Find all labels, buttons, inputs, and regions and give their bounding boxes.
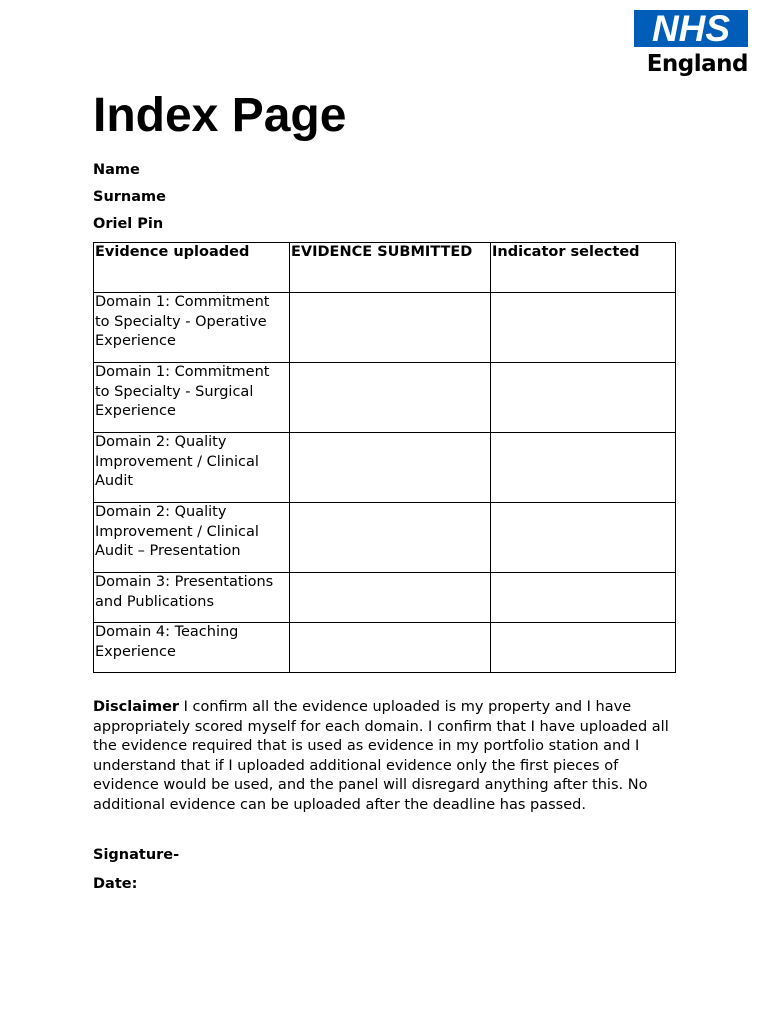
nhs-england-logo xyxy=(632,10,748,77)
surname-label: Surname xyxy=(93,189,166,205)
evidence-cell: Domain 2: Quality Improvement / Clinical Audit – Presentation xyxy=(94,503,290,573)
evidence-cell: Domain 1: Commitment to Specialty - Surgical Experience xyxy=(94,363,290,433)
page-title: Index Page xyxy=(93,89,347,142)
indicator-cell[interactable] xyxy=(491,503,676,573)
submitted-cell[interactable] xyxy=(290,433,491,503)
submitted-cell[interactable] xyxy=(290,293,491,363)
submitted-cell[interactable] xyxy=(290,503,491,573)
evidence-cell: Domain 3: Presentations and Publications xyxy=(94,573,290,623)
submitted-cell[interactable] xyxy=(290,573,491,623)
submitted-cell[interactable] xyxy=(290,363,491,433)
signature-label: Signature- xyxy=(93,847,180,863)
nhs-logo-box: NHS xyxy=(634,10,748,47)
table-header-row xyxy=(94,243,676,293)
table-row xyxy=(94,503,676,573)
indicator-cell[interactable] xyxy=(491,363,676,433)
date-label: Date: xyxy=(93,876,138,892)
oriel-pin-label: Oriel Pin xyxy=(93,216,164,232)
evidence-cell: Domain 2: Quality Improvement / Clinical Audit xyxy=(94,433,290,503)
evidence-cell: Domain 4: Teaching Experience xyxy=(94,623,290,673)
indicator-cell[interactable] xyxy=(491,433,676,503)
nhs-logo-region: England xyxy=(646,51,748,77)
indicator-cell[interactable] xyxy=(491,573,676,623)
evidence-table xyxy=(93,242,676,673)
table-row xyxy=(94,433,676,503)
header-indicator-selected: Indicator selected xyxy=(491,243,676,293)
name-label: Name xyxy=(93,162,140,178)
header-evidence-submitted: EVIDENCE SUBMITTED xyxy=(290,243,491,293)
header-evidence-uploaded: Evidence uploaded xyxy=(94,243,290,293)
disclaimer-text: I confirm all the evidence uploaded is my property and I have appropriately scored myself for each domain. I confirm that I have uploaded all the evidence required that is used as evidence in my portfolio station and I understand that if I uploaded additional evidence only the first pieces of evidence would be used, and the panel will disregard anything after this. No additional evidence can be uploaded after the deadline has passed. xyxy=(93,699,669,813)
table-row xyxy=(94,573,676,623)
disclaimer-label: Disclaimer xyxy=(93,699,180,715)
disclaimer-paragraph xyxy=(93,698,683,815)
evidence-cell: Domain 1: Commitment to Specialty - Operative Experience xyxy=(94,293,290,363)
table-row xyxy=(94,623,676,673)
indicator-cell[interactable] xyxy=(491,293,676,363)
table-row xyxy=(94,363,676,433)
submitted-cell[interactable] xyxy=(290,623,491,673)
indicator-cell[interactable] xyxy=(491,623,676,673)
table-row xyxy=(94,293,676,363)
